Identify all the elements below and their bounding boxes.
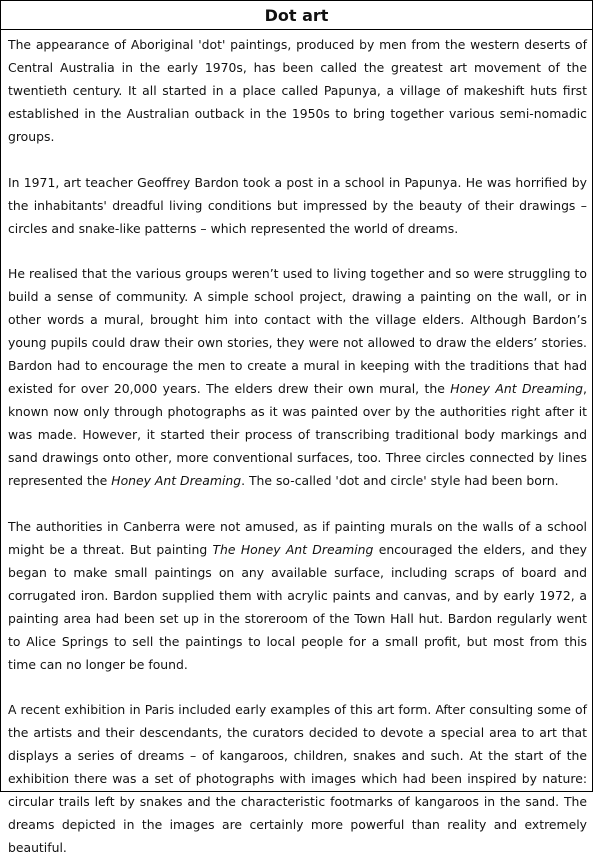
italic-title-run: Honey Ant Dreaming (111, 473, 242, 488)
text-run: The appearance of Aboriginal 'dot' paintings, produced by men from the western deserts of Central Australia in the early 1970s, has been called the greatest art movement of the twentieth century. It all started in a place called Papunya, a village of makeshift huts first established in the Australian outback in the 1950s to bring together various semi-nomadic groups. (8, 37, 587, 144)
paragraph-3 (8, 262, 587, 492)
text-run: . The so-called 'dot and circle' style had been born. (241, 473, 559, 488)
article-body (1, 30, 592, 859)
text-run: He realised that the various groups weren’t used to living together and so were struggling to build a sense of community. A simple school project, drawing a painting on the wall, or in other words a mural, brought him into contact with the village elders. Although Bardon’s young pupils could draw their own stories, they were not allowed to draw the elders’ stories. Bardon had to encourage the men to create a mural in keeping with the traditions that had existed for over 20,000 years. The elders drew their own mural, the (8, 266, 587, 396)
text-run: , known now only through photographs as it was painted over by the authorities right after it was made. However, it started their process of transcribing traditional body markings and sand drawings onto other, more conventional surfaces, too. Three circles connected by lines represented the (8, 381, 587, 488)
text-run: The authorities in Canberra were not amused, as if painting murals on the walls of a school might be a threat. But painting (8, 518, 587, 557)
text-run: A recent exhibition in Paris included early examples of this art form. After consulting some of the artists and their descendants, the curators decided to devote a special area to art that displays a series of dreams – of kangaroos, children, snakes and such. At the start of the exhibition there was a set of photographs with images which had been inspired by nature: circular trails left by snakes and the characteristic footmarks of kangaroos in the sand. The dreams depicted in the images are certainly more powerful than reality and extremely beautiful. (8, 702, 587, 855)
paragraph-1 (8, 33, 587, 148)
italic-title-run: Honey Ant Dreaming (450, 381, 584, 396)
text-run: In 1971, art teacher Geoffrey Bardon took a post in a school in Papunya. He was horrified by the inhabitants' dreadful living conditions but impressed by the beauty of their drawings – circles and snake-like patterns – which represented the world of dreams. (8, 174, 587, 236)
paragraph-4 (8, 515, 587, 676)
italic-title-run: The Honey Ant Dreaming (212, 541, 374, 557)
page-title: Dot art (1, 1, 592, 30)
text-run: encouraged the elders, and they began to make small paintings on any available surface, including scraps of board and corrugated iron. Bardon supplied them with acrylic paints and canvas, and by early 1972, a painting area had been set up in the storeroom of the Town Hall hut. Bardon regularly went to Alice Springs to sell the paintings to local people for a small profit, but most from this time can no longer be found. (8, 541, 588, 672)
paragraph-2 (8, 171, 587, 240)
paragraph-5 (8, 698, 587, 859)
